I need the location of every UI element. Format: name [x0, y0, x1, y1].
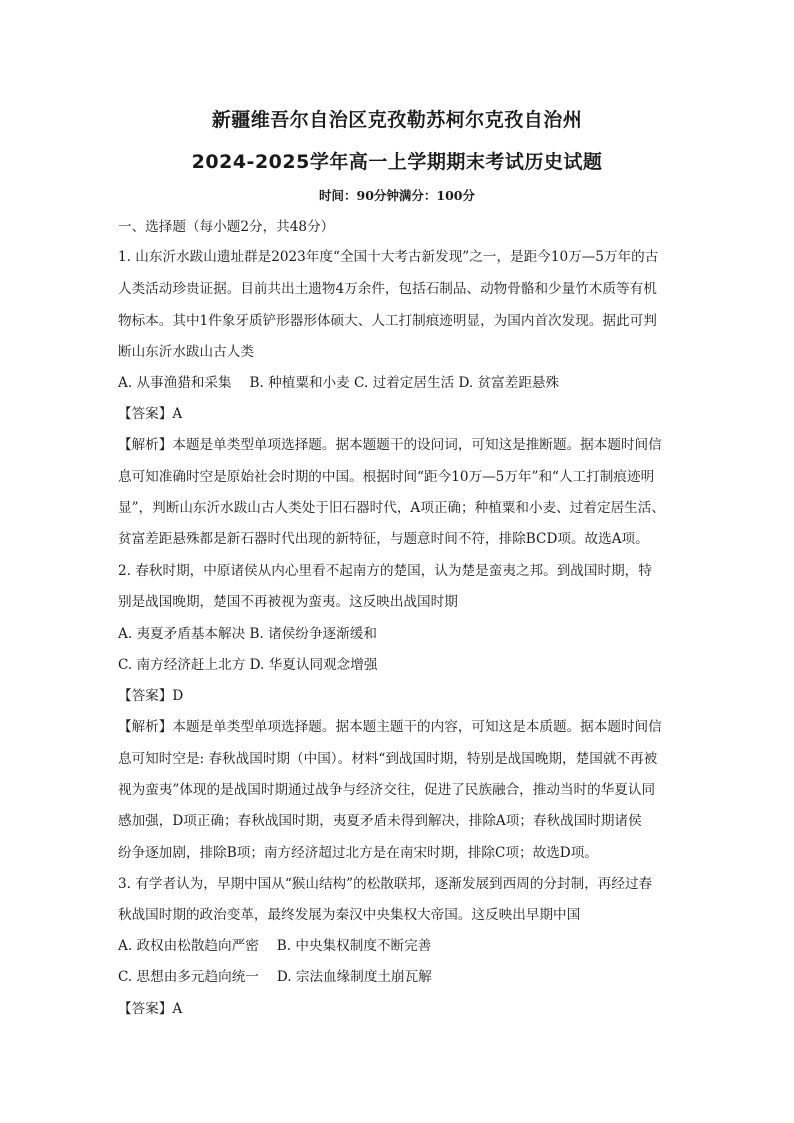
q1-answer: 【答案】A — [118, 406, 183, 422]
q2-analysis-line: 纷争逐加剧，排除B项；南方经济超过北方是在南宋时期，排除C项；故选D项。 — [118, 845, 598, 861]
q2-analysis-line: 息可知时空是: 春秋战国时期（中国）。材料“到战国时期，特别是战国晚期，楚国就不再被 — [118, 751, 658, 767]
q1-stem-line: 断山东沂水跋山古人类 — [118, 344, 254, 360]
q2-analysis-line: 感加强，D项正确；春秋战国时期，夷夏矛盾未得到解决，排除A项；春秋战国时期诸侯 — [118, 813, 642, 829]
exam-meta: 时间：90分钟满分：100分 — [319, 188, 475, 203]
q1-analysis-line: 贫富差距悬殊都是新石器时代出现的新特征，与题意时间不符，排除BCD项。故选A项。 — [118, 531, 649, 547]
q3-option-row: A. 政权由松散趋向严密 B. 中央集权制度不断完善 — [118, 938, 432, 954]
q1-stem-line: 1. 山东沂水跋山遗址群是2023年度“全国十大考古新发现”之一，是距今10万—5万年的古 — [118, 249, 659, 265]
q1-stem-line: 物标本。其中1件象牙质铲形器形体硕大、人工打制痕迹明显，为国内首次发现。据此可判 — [118, 313, 657, 329]
q2-option-row: A. 夷夏矛盾基本解决 B. 诸侯纷争逐渐缓和 — [118, 626, 377, 642]
q2-option-row: C. 南方经济赶上北方 D. 华夏认同观念增强 — [118, 657, 378, 673]
q2-analysis-line: 【解析】本题是单类型单项选择题。据本题主题干的内容，可知这是本质题。据本题时间信 — [118, 719, 662, 735]
q2-stem-line: 别是战国晚期，楚国不再被视为蛮夷。这反映出战国时期 — [118, 594, 458, 610]
q1-options: A. 从事渔猎和采集 B. 种植粟和小麦 C. 过着定居生活 D. 贫富差距悬殊 — [118, 375, 560, 391]
q2-stem-line: 2. 春秋时期，中原诸侯从内心里看不起南方的楚国，认为楚是蛮夷之邦。到战国时期，特 — [118, 563, 652, 579]
title-line-1: 新疆维吾尔自治区克孜勒苏柯尔克孜自治州 — [211, 109, 583, 131]
q2-analysis-line: 视为蛮夷”体现的是战国时期通过战争与经济交往，促进了民族融合，推动当时的华夏认同 — [118, 782, 656, 798]
q1-analysis-line: 【解析】本题是单类型单项选择题。据本题题干的设问词，可知这是推断题。据本题时间信 — [118, 437, 662, 453]
title-line-2: 2024-2025学年高一上学期期末考试历史试题 — [191, 151, 603, 173]
section-heading: 一、选择题（每小题2分，共48分） — [118, 219, 335, 235]
q3-answer: 【答案】A — [118, 1001, 183, 1017]
q2-answer: 【答案】D — [118, 688, 184, 704]
q3-option-row: C. 思想由多元趋向统一 D. 宗法血缘制度土崩瓦解 — [118, 969, 432, 985]
q3-stem-line: 秋战国时期的政治变革，最终发展为秦汉中央集权大帝国。这反映出早期中国 — [118, 907, 581, 923]
q1-stem-line: 人类活动珍贵证据。目前共出土遗物4万余件，包括石制品、动物骨骼和少量竹木质等有机 — [118, 281, 657, 297]
q1-analysis-line: 显”，判断山东沂水跋山古人类处于旧石器时代，A项正确；种植粟和小麦、过着定居生活、 — [118, 500, 665, 516]
q3-stem-line: 3. 有学者认为，早期中国从“猴山结构”的松散联邦，逐渐发展到西周的分封制，再经过春 — [118, 876, 653, 892]
q1-analysis-line: 息可知准确时空是原始社会时期的中国。根据时间“距今10万—5万年”和“人工打制痕迹明 — [118, 469, 655, 485]
